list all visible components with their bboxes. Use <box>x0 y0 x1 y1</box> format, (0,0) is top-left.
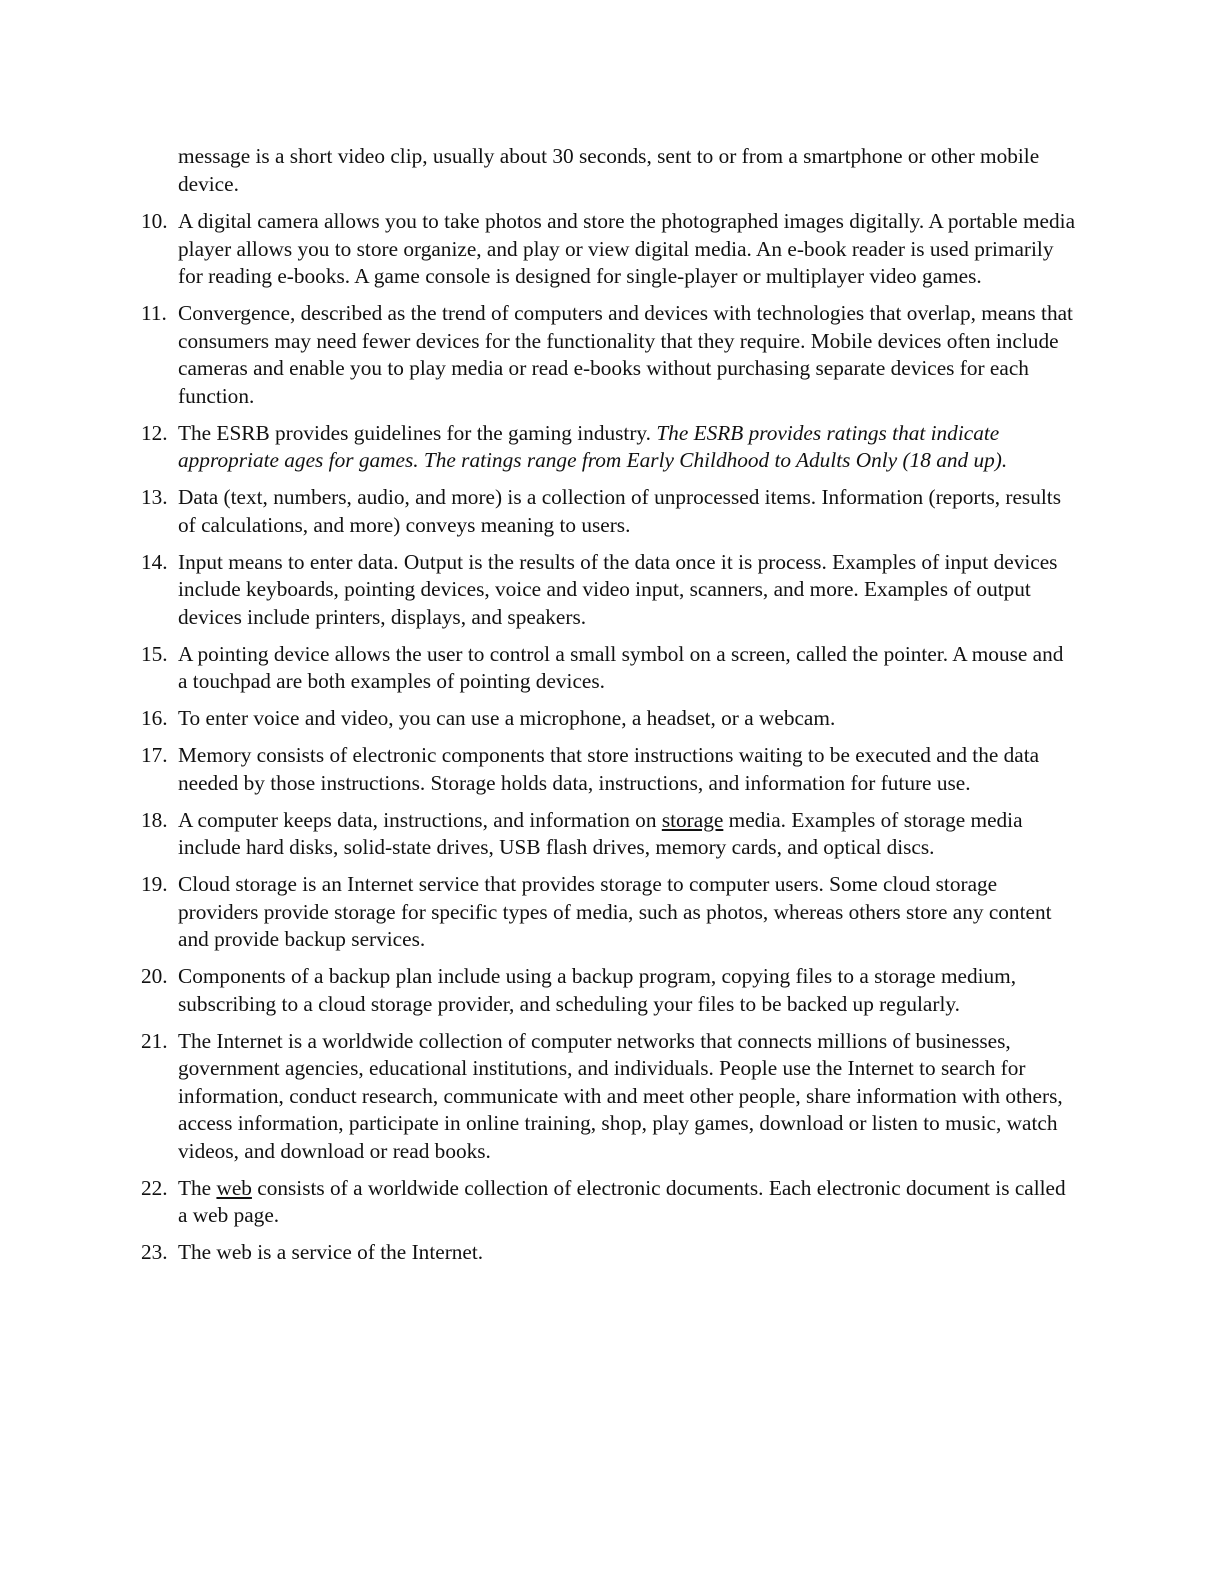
list-item-15 <box>141 641 1078 696</box>
item-number: 19. <box>141 872 168 896</box>
list-item-22 <box>141 1175 1078 1230</box>
item-text: Components of a backup plan include using a backup program, copying files to a storage medium, subscribing to a cloud storage provider, and scheduling your files to be backed up regularly. <box>178 964 1017 1016</box>
list-item-21 <box>141 1028 1078 1166</box>
item-number: 12. <box>141 420 168 445</box>
list-item-16 <box>141 705 1078 733</box>
underlined-term: storage <box>661 807 724 832</box>
item-number: 21. <box>141 1028 168 1053</box>
item-text: A pointing device allows the user to control a small symbol on a screen, called the pointer. A mouse and a touchpad are both examples of pointing devices. <box>178 641 1064 693</box>
item-text: Memory consists of electronic components that store instructions waiting to be executed and the data needed by those instructions. Storage holds data, instructions, and information for future use. <box>178 743 1040 795</box>
list-item-20 <box>141 963 1078 1018</box>
item-number: 11. <box>141 301 167 325</box>
list-item-10 <box>141 208 1078 291</box>
item-text: media. Examples of storage media include hard disks, solid-state drives, USB flash drives, memory cards, and optical discs. <box>178 807 1023 859</box>
item-text: Input means to enter data. Output is the results of the data once it is process. Examples of input devices include keyboards, pointing devices, voice and video input, scanners, and more. Examples of output devices include printers, displays, and speakers. <box>178 549 1058 629</box>
list-item-14 <box>141 549 1078 632</box>
item-number: 18. <box>141 807 168 832</box>
item-number: 20. <box>141 964 168 988</box>
list-item-18 <box>141 807 1078 862</box>
item-number: 17. <box>141 743 168 767</box>
list-item-19 <box>141 871 1078 954</box>
item-text: A computer keeps data, instructions, and information on <box>178 807 662 832</box>
item-text-italic: The ESRB provides ratings that indicate appropriate ages for games. The ratings range from Early Childhood to Adults Only (18 and up). <box>178 420 1008 472</box>
item-number: 15. <box>141 641 168 666</box>
list-item-23 <box>141 1239 1078 1267</box>
item-number: 10. <box>141 209 168 233</box>
item-number: 14. <box>141 549 168 574</box>
list-item-13 <box>141 484 1078 539</box>
item-text: The web is a service of the Internet. <box>178 1240 484 1264</box>
item-number: 13. <box>141 485 168 509</box>
item-text: Cloud storage is an Internet service that provides storage to computer users. Some cloud storage providers provide storage for specific types of media, such as photos, whereas others store any content and provide backup services. <box>178 872 1052 951</box>
item-text: Data (text, numbers, audio, and more) is a collection of unprocessed items. Information (reports, results of calculations, and more) conveys meaning to users. <box>178 485 1061 537</box>
item-text: Convergence, described as the trend of computers and devices with technologies that overlap, means that consumers may need fewer devices for the functionality that they require. Mobile devices often include cameras and enable you to play media or read e-books without purchasing separate devices for each function. <box>178 301 1073 408</box>
list-item-17 <box>141 742 1078 797</box>
item-text: A digital camera allows you to take photos and store the photographed images digitally. A portable media player allows you to store organize, and play or view digital media. An e-book reader is used primarily for reading e-books. A game console is designed for single-player or multiplayer video games. <box>178 209 1076 288</box>
document-page <box>141 143 1078 1276</box>
continued-paragraph: message is a short video clip, usually about 30 seconds, sent to or from a smartphone or other mobile device. <box>178 144 1040 196</box>
underlined-term: web <box>216 1175 252 1200</box>
item-text: The Internet is a worldwide collection of computer networks that connects millions of businesses, government agencies, educational institutions, and individuals. People use the Internet to search for information, conduct research, communicate with and meet other people, share information with others, access information, participate in online training, shop, play games, download or listen to music, watch videos, and download or read books. <box>178 1028 1063 1163</box>
item-text: consists of a worldwide collection of electronic documents. Each electronic document is called a web page. <box>178 1175 1066 1227</box>
item-text: The ESRB provides guidelines for the gaming industry. <box>178 420 657 445</box>
list-item-12 <box>141 420 1078 475</box>
item-text: To enter voice and video, you can use a microphone, a headset, or a webcam. <box>178 706 836 730</box>
item-number: 23. <box>141 1240 168 1264</box>
list-item-11 <box>141 300 1078 410</box>
item-number: 22. <box>141 1175 168 1200</box>
item-number: 16. <box>141 706 168 730</box>
item-text: The <box>178 1175 217 1200</box>
